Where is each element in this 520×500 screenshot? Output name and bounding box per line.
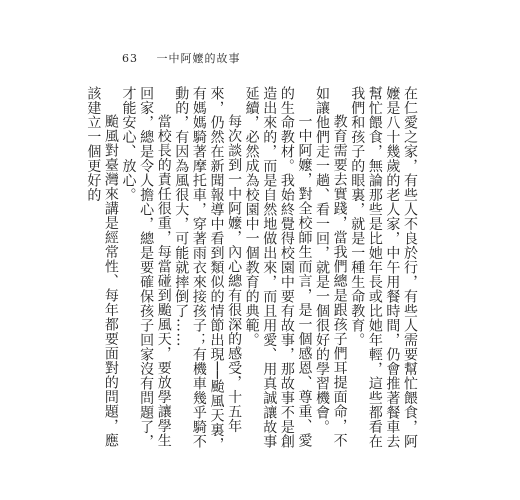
- paragraph: 在仁愛之家，有些人不良於行，有些人需要幫忙餵食，阿嬤是八十幾歲的老人家，中午用餐時間，仍會推著餐車去幫忙餵食，無論那些是比她年長或比她年輕，這些都看在我們和孩子的眼裏，就是一種生命教育。: [349, 86, 418, 449]
- book-title: 一中阿嬤的故事: [156, 52, 241, 65]
- paragraph: 每次談到一中阿嬤，內心總有很深的感受，十五年來，仍然在新聞報導中看到類似的情節出現──颱風天裏，有媽媽騎著摩托車，穿著雨衣來接孩子；有機車幾乎騎不動的，有因為風很大，可能就摔倒了……: [173, 86, 243, 452]
- paragraph: 颱風對臺灣來講是經常性、每年都要面對的問題，應該建立一個更好的: [85, 86, 119, 448]
- paragraph: 當校長的責任很重，每當碰到颱風天，要放學讓學生回家，總是令人擔心，總是要確保孩子回家沒有問題了，才能安心、放心。: [120, 86, 172, 449]
- paragraph: 教育需要去實踐，當我們總是跟孩子們耳提面命，不如讓他們走一趟、看一回，就是一個很好的學習機會。: [314, 86, 348, 448]
- page-number: 63: [122, 52, 138, 65]
- running-head: [122, 50, 241, 66]
- paragraph: 一中阿嬤，對全校師生而言，是一個感恩、尊重、愛的生命教材。我始終覺得校園中要有故事，那故事不是創造出來的，而是自然地做出來，而且用愛、用真誠讓故事延續，必然成為校園中一個教育的典範。: [243, 86, 313, 449]
- body-text: [85, 86, 418, 454]
